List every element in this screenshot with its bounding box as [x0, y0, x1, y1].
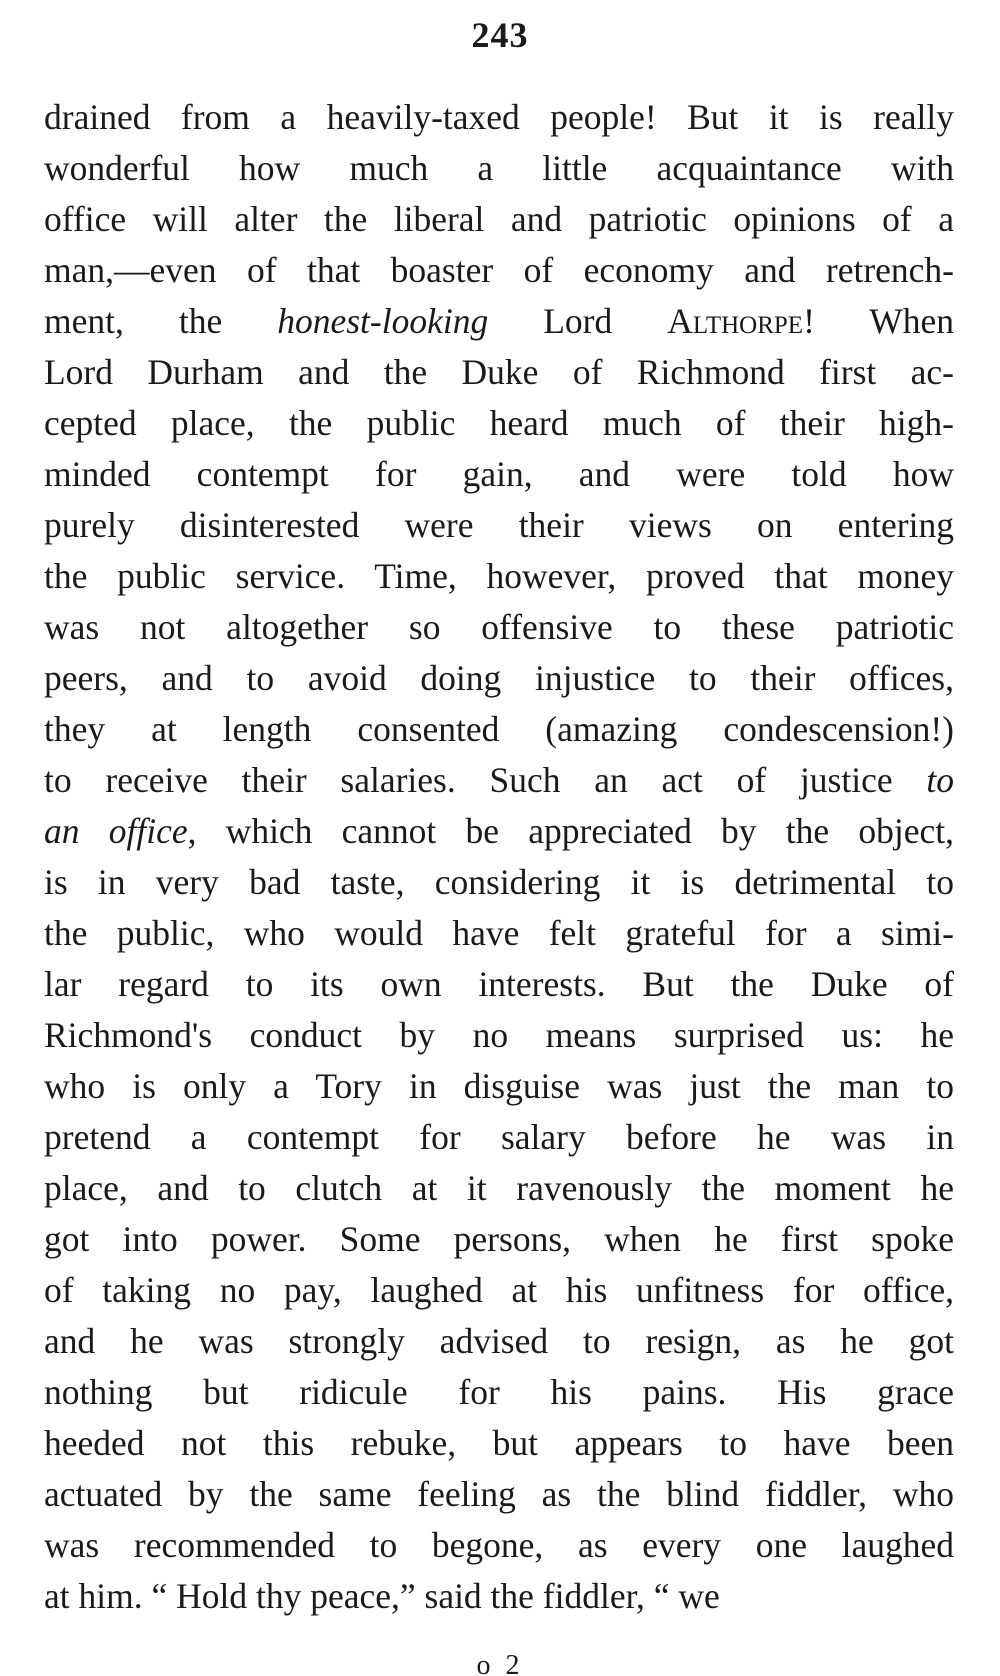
text-run: is in very bad taste, considering it is detrimental to — [44, 862, 954, 902]
text-line — [44, 1418, 954, 1469]
text-run: Richmond's conduct by no means surprised us: he — [44, 1015, 954, 1055]
text-run: they at length consented (amazing condescension!) — [44, 709, 954, 749]
text-run: Lord — [488, 301, 668, 341]
text-line — [44, 602, 954, 653]
text-line — [44, 1112, 954, 1163]
text-line — [44, 1163, 954, 1214]
text-run: lar regard to its own interests. But the Duke of — [44, 964, 954, 1004]
text-line — [44, 500, 954, 551]
smallcaps-text: Althorpe — [667, 301, 804, 341]
text-run: man,—even of that boaster of economy and retrench- — [44, 250, 954, 290]
text-line — [44, 92, 954, 143]
text-line — [44, 1571, 954, 1622]
text-run: got into power. Some persons, when he first spoke — [44, 1219, 954, 1259]
text-run: was recommended to begone, as every one laughed — [44, 1525, 954, 1565]
text-line — [44, 653, 954, 704]
text-run: actuated by the same feeling as the blind fiddler, who — [44, 1474, 954, 1514]
text-run: nothing but ridicule for his pains. His grace — [44, 1372, 954, 1412]
text-run: , which cannot be appreciated by the object, — [187, 811, 954, 851]
text-run: heeded not this rebuke, but appears to have been — [44, 1423, 954, 1463]
text-run: place, and to clutch at it ravenously the moment he — [44, 1168, 954, 1208]
text-line — [44, 959, 954, 1010]
text-line — [44, 245, 954, 296]
text-line — [44, 347, 954, 398]
text-line — [44, 1316, 954, 1367]
text-line — [44, 806, 954, 857]
text-line — [44, 194, 954, 245]
text-line — [44, 857, 954, 908]
text-run: drained from a heavily-taxed people! But it is really — [44, 97, 954, 137]
text-run: minded contempt for gain, and were told how — [44, 454, 954, 494]
text-line — [44, 143, 954, 194]
text-run: office will alter the liberal and patriotic opinions of a — [44, 199, 954, 239]
text-run: to receive their salaries. Such an act of justice — [44, 760, 927, 800]
page-number: 243 — [471, 15, 529, 55]
text-run: who is only a Tory in disguise was just the man to — [44, 1066, 954, 1106]
text-line — [44, 551, 954, 602]
body-text — [44, 92, 954, 1622]
italic-text: to — [926, 760, 954, 800]
text-run: purely disinterested were their views on entering — [44, 505, 954, 545]
text-run: cepted place, the public heard much of their high- — [44, 403, 954, 443]
text-line — [44, 1214, 954, 1265]
text-line — [44, 1265, 954, 1316]
text-run: pretend a contempt for salary before he was in — [44, 1117, 954, 1157]
text-line — [44, 398, 954, 449]
text-line — [44, 296, 954, 347]
text-line — [44, 1367, 954, 1418]
text-run: of taking no pay, laughed at his unfitness for office, — [44, 1270, 954, 1310]
text-run: ment, the — [44, 301, 278, 341]
text-line — [44, 755, 954, 806]
text-run: was not altogether so offensive to these patriotic — [44, 607, 954, 647]
italic-text: honest-looking — [277, 301, 489, 341]
text-run: Lord Durham and the Duke of Richmond first ac- — [44, 352, 954, 392]
text-line — [44, 908, 954, 959]
signature-mark: o 2 — [476, 1650, 524, 1676]
text-line — [44, 704, 954, 755]
text-run: the public, who would have felt grateful for a simi- — [44, 913, 954, 953]
text-run: and he was strongly advised to resign, as he got — [44, 1321, 954, 1361]
text-run: ! When — [803, 301, 954, 341]
text-run: at him. “ Hold thy peace,” said the fiddler, “ we — [44, 1576, 720, 1616]
text-run: wonderful how much a little acquaintance with — [44, 148, 954, 188]
text-run: peers, and to avoid doing injustice to their offices, — [44, 658, 954, 698]
italic-text: an office — [44, 811, 188, 851]
text-line — [44, 449, 954, 500]
text-line — [44, 1469, 954, 1520]
text-line — [44, 1010, 954, 1061]
text-line — [44, 1520, 954, 1571]
text-run: the public service. Time, however, proved that money — [44, 556, 954, 596]
text-line — [44, 1061, 954, 1112]
